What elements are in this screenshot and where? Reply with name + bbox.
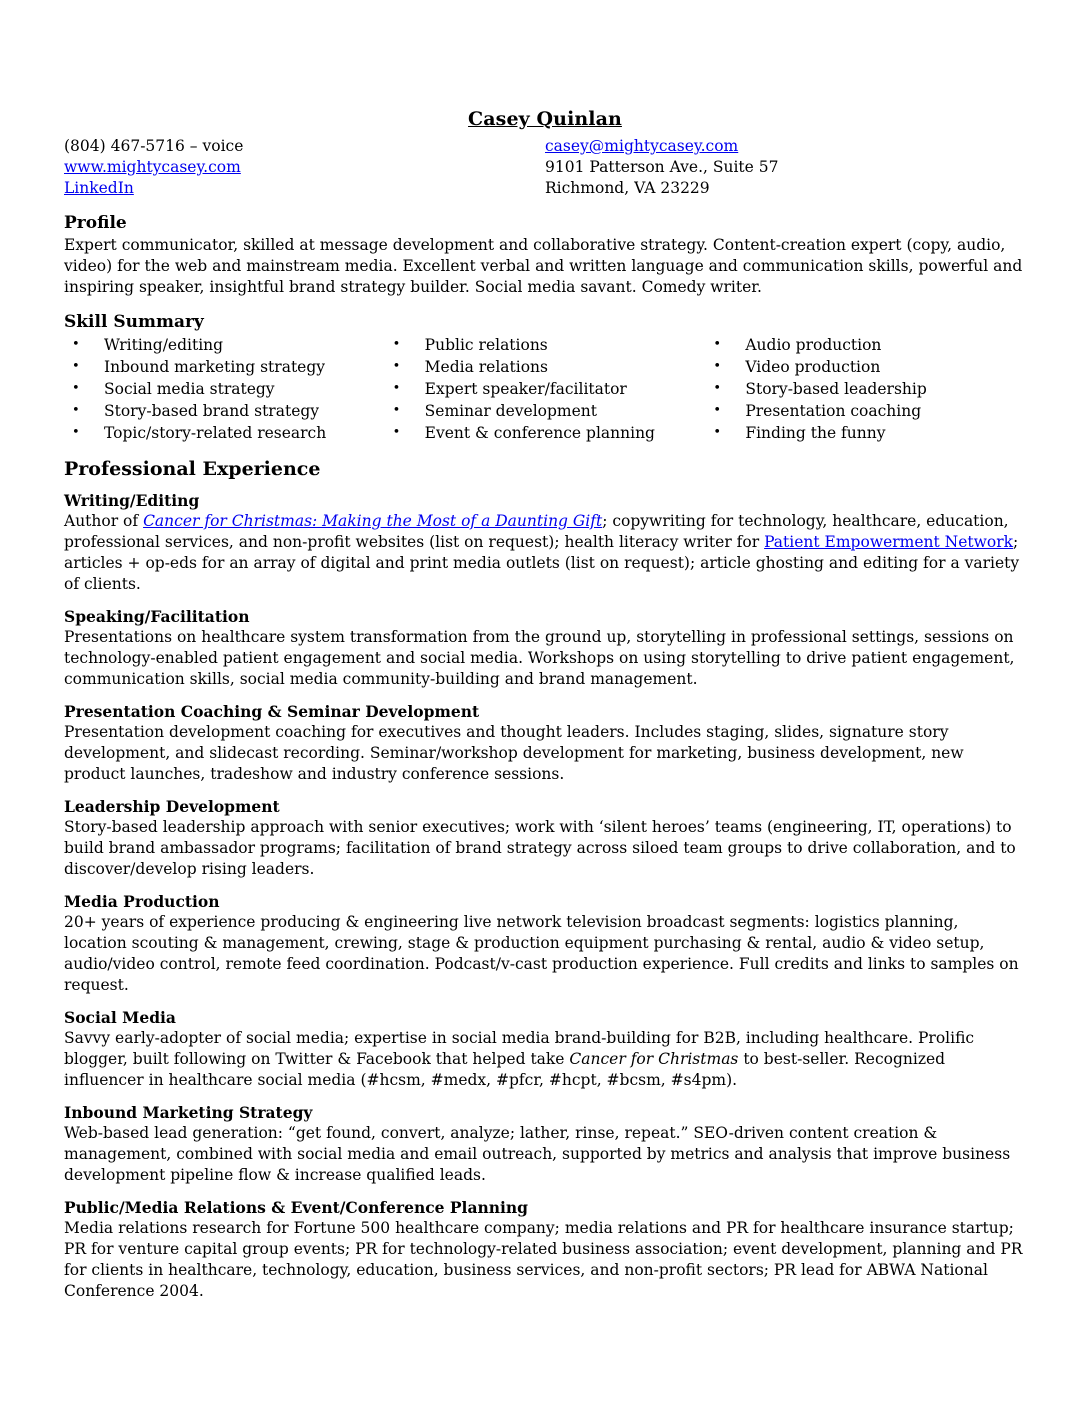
patient-empowerment-link[interactable]: Patient Empowerment Network (764, 533, 1014, 551)
pr-text: Media relations research for Fortune 500 healthcare company; media relations and PR for healthcare insurance startup; PR for venture capital group events; PR for technology-related business association; event development, planning and PR for clients in healthcare, technology, education, business services, and non-profit sectors; PR lead for ABWA National Conference 2004. (64, 1219, 1023, 1300)
book-link[interactable]: Cancer for Christmas: Making the Most of a Daunting Gift (143, 512, 603, 530)
inbound-section (64, 1102, 1026, 1186)
contact-right (545, 136, 1026, 199)
contact-left (64, 136, 545, 199)
list-item: • Story-based brand strategy (72, 402, 320, 420)
linkedin-link[interactable]: LinkedIn (64, 179, 134, 197)
writing-section (64, 490, 1026, 595)
list-item: • Public relations (392, 336, 548, 354)
social-text: Savvy early-adopter of social media; expertise in social media brand-building for B2B, including healthcare. Prolific blogger, built following on Twitter & Facebook that helped take Cancer for Christmas to best-seller. Recognized influencer in healthcare social media (#hcsm, #medx, #pfcr, #hcpt, #bcsm, #s4pm). (64, 1029, 975, 1089)
bullet-icon: • (713, 337, 722, 352)
profile-text: Expert communicator, skilled at message development and collaborative strategy. Content-creation expert (copy, audio, video) for the web and mainstream media. Excellent verbal and written language and communication skills, powerful and inspiring speaker, insightful brand strategy builder. Social media savant. Comedy writer. (64, 236, 1023, 296)
bullet-icon: • (713, 403, 722, 418)
phone-number: (804) 467-5716 – voice (64, 137, 244, 155)
skills-column-2 (385, 334, 706, 444)
speaking-section (64, 606, 1026, 690)
bullet-icon: • (713, 425, 722, 440)
writing-text: Author of Cancer for Christmas: Making the Most of a Daunting Gift; copywriting for technology, healthcare, education, professional services, and non-profit websites (list on request); health literacy writer for Patient Empowerment Network; articles + op-eds for an array of digital and print media outlets (list on request); article ghosting and editing for a variety of clients. (64, 512, 1020, 593)
list-item: • Topic/story-related research (72, 424, 327, 442)
media-title: Media Production (64, 892, 220, 911)
speaking-title: Speaking/Facilitation (64, 607, 250, 626)
pr-section (64, 1197, 1026, 1302)
bullet-icon: • (72, 359, 80, 374)
bullet-icon: • (392, 425, 401, 440)
bullet-icon: • (72, 337, 80, 352)
coaching-title: Presentation Coaching & Seminar Development (64, 702, 480, 721)
email-link[interactable]: casey@mightycasey.com (545, 137, 739, 155)
list-item: • Expert speaker/facilitator (392, 380, 627, 398)
bullet-icon: • (392, 337, 401, 352)
experience-heading: Professional Experience (64, 458, 321, 480)
bullet-icon: • (713, 381, 722, 396)
bullet-icon: • (392, 359, 401, 374)
skills-column-1 (64, 334, 385, 444)
bullet-icon: • (72, 381, 80, 396)
website-link[interactable]: www.mightycasey.com (64, 158, 241, 176)
inbound-title: Inbound Marketing Strategy (64, 1103, 313, 1122)
bullet-icon: • (713, 359, 722, 374)
skills-heading: Skill Summary (64, 312, 204, 332)
list-item: • Inbound marketing strategy (72, 358, 326, 376)
media-section (64, 891, 1026, 996)
inbound-text: Web-based lead generation: “get found, convert, analyze; lather, rinse, repeat.” SEO-driven content creation & management, combined with social media and email outreach, supported by metrics and analysis that improve business development pipeline flow & increase qualified leads. (64, 1124, 1011, 1184)
skills-list (64, 334, 1026, 444)
media-text: 20+ years of experience producing & engineering live network television broadcast segments: logistics planning, location scouting & management, crewing, stage & production equipment purchasing & rental, audio & video setup, audio/video control, remote feed coordination. Podcast/v-cast production experience. Full credits and links to samples on request. (64, 913, 1019, 994)
bullet-icon: • (72, 425, 80, 440)
writing-title: Writing/Editing (64, 491, 200, 510)
list-item: • Seminar development (392, 402, 597, 420)
list-item: • Social media strategy (72, 380, 275, 398)
book-title: Cancer for Christmas (569, 1050, 739, 1068)
leadership-title: Leadership Development (64, 797, 280, 816)
bullet-icon: • (392, 403, 401, 418)
social-section (64, 1007, 1026, 1091)
list-item: • Event & conference planning (392, 424, 655, 442)
contact-block (64, 136, 1026, 199)
coaching-text: Presentation development coaching for executives and thought leaders. Includes staging, slides, signature story development, and slidecast recording. Seminar/workshop development for marketing, business development, new product launches, tradeshow and industry conference sessions. (64, 723, 964, 783)
candidate-name: Casey Quinlan (468, 108, 622, 130)
list-item: • Presentation coaching (713, 402, 922, 420)
list-item: • Story-based leadership (713, 380, 927, 398)
profile-heading: Profile (64, 213, 127, 233)
address-line-2: Richmond, VA 23229 (545, 179, 710, 197)
list-item: • Video production (713, 358, 881, 376)
coaching-section (64, 701, 1026, 785)
bullet-icon: • (72, 403, 80, 418)
speaking-text: Presentations on healthcare system transformation from the ground up, storytelling in professional settings, sessions on technology-enabled patient engagement and social media. Workshops on using storytelling to drive patient engagement, communication skills, social media community-building and brand management. (64, 628, 1015, 688)
skills-column-3 (705, 334, 1026, 444)
pr-title: Public/Media Relations & Event/Conference Planning (64, 1198, 529, 1217)
list-item: • Audio production (713, 336, 882, 354)
address-line-1: 9101 Patterson Ave., Suite 57 (545, 158, 779, 176)
list-item: • Media relations (392, 358, 548, 376)
bullet-icon: • (392, 381, 401, 396)
leadership-text: Story-based leadership approach with senior executives; work with ‘silent heroes’ teams (engineering, IT, operations) to build brand ambassador programs; facilitation of brand strategy across siloed team groups to drive collaboration, and to discover/develop rising leaders. (64, 818, 1016, 878)
list-item: • Writing/editing (72, 336, 224, 354)
list-item: • Finding the funny (713, 424, 886, 442)
leadership-section (64, 796, 1026, 880)
social-title: Social Media (64, 1008, 176, 1027)
